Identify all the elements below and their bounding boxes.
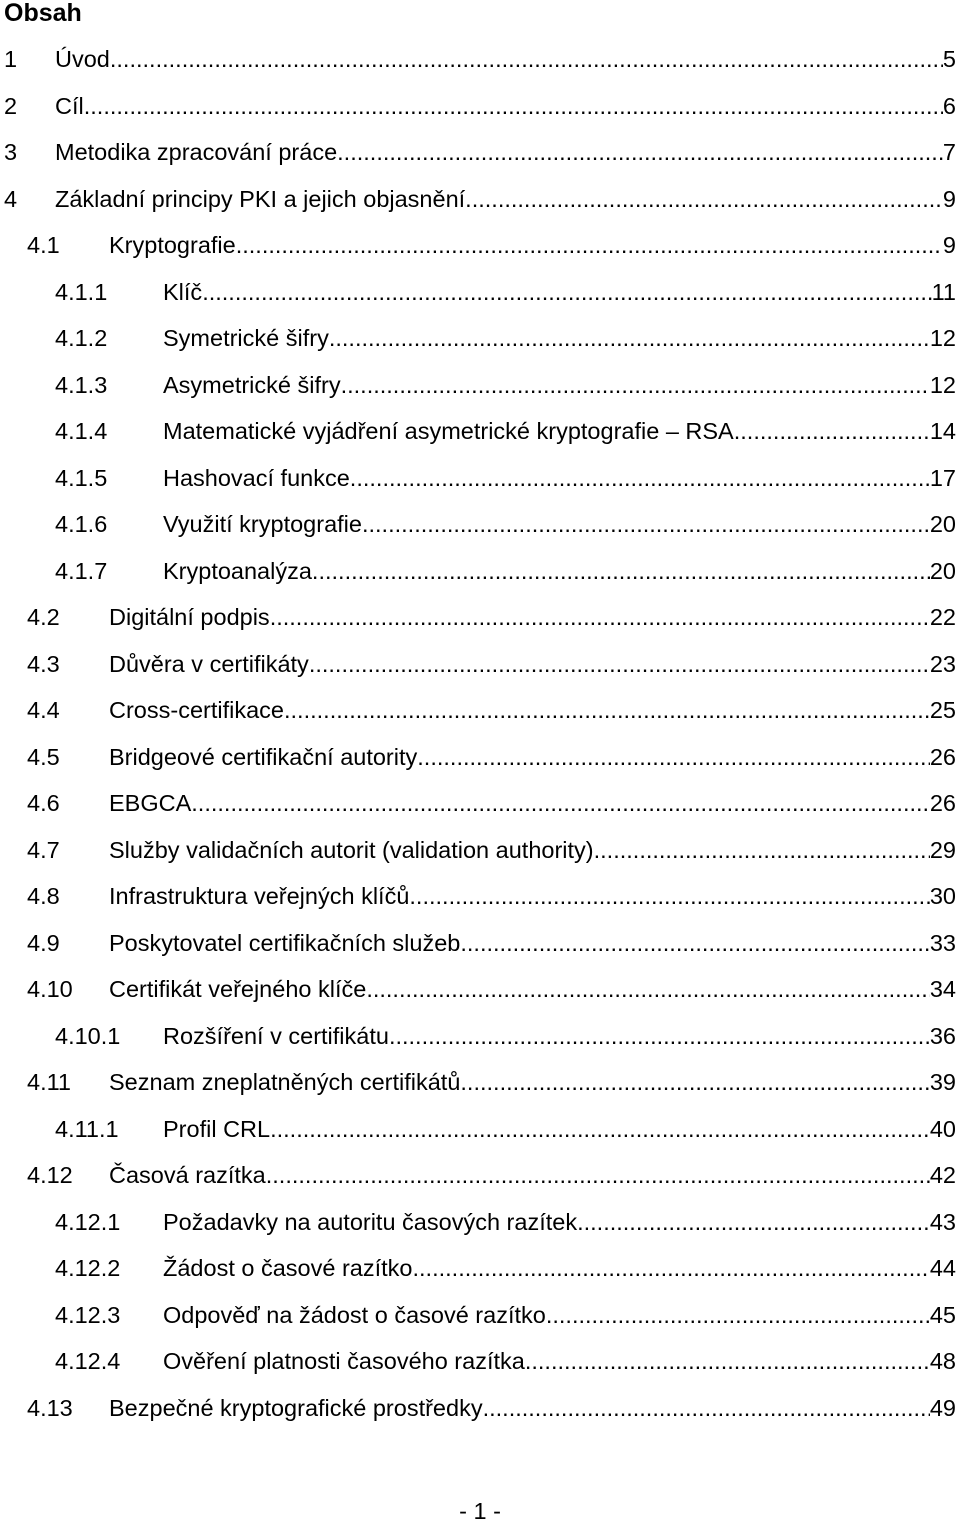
dot-leader: [460, 1059, 929, 1105]
toc-entry-line: [109, 827, 956, 873]
toc-entry[interactable]: [0, 966, 960, 1012]
dot-leader: [417, 734, 930, 780]
toc-entry-title: Bridgeové certifikační autority: [109, 743, 418, 770]
toc-entry-page: 12: [929, 325, 956, 351]
toc-entry-number: 4.1.6: [55, 511, 108, 537]
toc-entry-title: Požadavky na autoritu časových razítek: [163, 1208, 578, 1235]
toc-entry[interactable]: [0, 1106, 960, 1152]
toc-entry-page: 9: [942, 232, 956, 258]
toc-entry[interactable]: [0, 408, 960, 454]
dot-leader: [350, 455, 930, 501]
toc-title: Obsah: [4, 0, 82, 27]
toc-entry[interactable]: [0, 873, 960, 919]
toc-entry-title: Ověření platnosti časového razítka: [163, 1348, 525, 1374]
toc-entry-title: Digitální podpis: [109, 604, 270, 630]
toc-entry-number: 4.6: [27, 790, 60, 816]
toc-entry-line: [109, 734, 956, 780]
toc-entry-number: 4.9: [27, 929, 60, 956]
toc-entry-line: [109, 873, 956, 919]
toc-entry-line: [163, 408, 956, 454]
toc-entry-number: 4.1.4: [55, 418, 108, 444]
toc-entry-page: 6: [942, 92, 956, 119]
toc-entry-title: Odpověď na žádost o časové razítko: [163, 1301, 546, 1328]
toc-entry[interactable]: [0, 920, 960, 966]
toc-entry-title: Bezpečné kryptografické prostředky: [109, 1394, 483, 1421]
toc-entry[interactable]: [0, 687, 960, 733]
toc-entry[interactable]: [0, 176, 960, 222]
toc-entry[interactable]: [0, 83, 960, 129]
toc-entry-title: Seznam zneplatněných certifikátů: [109, 1069, 461, 1095]
dot-leader: [84, 83, 943, 129]
toc-entry-page: 7: [942, 139, 956, 165]
toc-entry-number: 1: [4, 46, 18, 72]
toc-entry[interactable]: [0, 222, 960, 268]
toc-entry-page: 34: [929, 976, 956, 1002]
toc-entry-line: [109, 1152, 956, 1198]
dot-leader: [329, 315, 930, 361]
toc-entry-line: [163, 1199, 956, 1245]
toc-entry-line: [55, 129, 956, 175]
toc-entry-page: 42: [929, 1162, 956, 1188]
toc-entry[interactable]: [0, 501, 960, 547]
toc-entry-line: [163, 455, 956, 501]
dot-leader: [460, 920, 930, 966]
dot-leader: [309, 641, 930, 687]
toc-entry-title: Kryptoanalýza: [163, 557, 312, 584]
toc-entry-title: Důvěra v certifikáty: [109, 650, 309, 677]
toc-entry-page: 20: [929, 511, 956, 537]
dot-leader: [525, 1338, 930, 1384]
toc-entry-page: 22: [929, 604, 956, 630]
toc-entry-line: [109, 920, 956, 966]
toc-entry-line: [109, 1385, 956, 1431]
toc-entry[interactable]: [0, 269, 960, 315]
toc-entry-title: Rozšíření v certifikátu: [163, 1022, 389, 1049]
toc-entry-line: [163, 1013, 956, 1059]
dot-leader: [389, 1013, 930, 1059]
toc-entry-title: Certifikát veřejného klíče: [109, 976, 367, 1002]
dot-leader: [337, 129, 943, 175]
dot-leader: [734, 408, 930, 454]
toc-entry[interactable]: [0, 455, 960, 501]
toc-entry-title: Služby validačních autorit (validation authority): [109, 836, 594, 863]
dot-leader: [577, 1199, 930, 1245]
toc-entry-page: 11: [931, 278, 956, 305]
toc-entry-number: 3: [4, 139, 18, 165]
toc-entry-number: 4.8: [27, 883, 60, 909]
toc-entry-number: 4.11: [27, 1069, 71, 1095]
toc-entry-number: 4.13: [27, 1394, 73, 1421]
toc-entry-title: Metodika zpracování práce: [55, 139, 338, 165]
toc-entry-page: 20: [929, 557, 956, 584]
toc-entry-page: 44: [929, 1255, 956, 1281]
toc-entry-page: 29: [929, 836, 956, 863]
toc-entry[interactable]: [0, 36, 960, 82]
toc-entry-line: [163, 1106, 956, 1152]
toc-entry-page: 49: [929, 1394, 956, 1421]
toc-entry-line: [109, 687, 956, 733]
toc-entry[interactable]: [0, 1152, 960, 1198]
toc-entry[interactable]: [0, 315, 960, 361]
toc-entry-line: [163, 269, 956, 315]
toc-entry-title: Úvod: [55, 46, 110, 72]
toc-entry-line: [55, 83, 956, 129]
toc-entry-page: 17: [929, 464, 956, 491]
toc-entry-number: 2: [4, 92, 18, 119]
toc-entry-number: 4.12.3: [55, 1301, 121, 1328]
dot-leader: [483, 1385, 930, 1431]
toc-entry-number: 4.3: [27, 650, 60, 677]
toc-entry-number: 4.12.1: [55, 1208, 121, 1235]
toc-entry-title: Profil CRL: [163, 1115, 271, 1142]
toc-entry-title: Využití kryptografie: [163, 511, 362, 537]
toc-entry[interactable]: [0, 1013, 960, 1059]
toc-entry-page: 12: [929, 371, 956, 398]
toc-entry-number: 4.10.1: [55, 1022, 121, 1049]
toc-entry-title: Hashovací funkce: [163, 464, 350, 491]
toc-entry-number: 4.10: [27, 976, 73, 1002]
toc-entry-page: 45: [929, 1301, 956, 1328]
toc-entry-number: 4.7: [27, 836, 60, 863]
toc-entry-line: [163, 548, 956, 594]
toc-entry-line: [163, 315, 956, 361]
toc-entry-line: [109, 641, 956, 687]
toc-entry-page: 48: [929, 1348, 956, 1374]
toc-entry[interactable]: [0, 1338, 960, 1384]
dot-leader: [546, 1292, 930, 1338]
toc-entry-title: Infrastruktura veřejných klíčů: [109, 883, 410, 909]
toc-entry-number: 4.4: [27, 697, 60, 723]
toc-entry-page: 14: [929, 418, 956, 444]
toc-entry-number: 4.12.4: [55, 1348, 121, 1374]
toc-entry-line: [55, 36, 956, 82]
toc-entry[interactable]: [0, 641, 960, 687]
toc-entry-line: [163, 1338, 956, 1384]
toc-entry-title: Kryptografie: [109, 232, 236, 258]
dot-leader: [110, 36, 943, 82]
toc-entry-title: Poskytovatel certifikačních služeb: [109, 929, 461, 956]
dot-leader: [366, 966, 930, 1012]
dot-leader: [312, 548, 930, 594]
toc-entry-title: Symetrické šifry: [163, 325, 329, 351]
toc-entry-number: 4.12: [27, 1162, 73, 1188]
toc-entry-page: 9: [942, 185, 956, 212]
dot-leader: [284, 687, 930, 733]
toc-entry-title: Matematické vyjádření asymetrické kryptografie – RSA: [163, 418, 734, 444]
toc-entry-line: [163, 501, 956, 547]
dot-leader: [191, 780, 930, 826]
dot-leader: [266, 1152, 930, 1198]
toc-entry-title: Žádost o časové razítko: [163, 1255, 413, 1281]
toc-entry-page: 40: [929, 1115, 956, 1142]
toc-entry-title: Cíl: [55, 92, 84, 119]
toc-entry-line: [109, 222, 956, 268]
toc-entry-page: 33: [929, 929, 956, 956]
toc-entry-number: 4.12.2: [55, 1255, 121, 1281]
toc-entry-page: 25: [929, 697, 956, 723]
toc-entry-title: Asymetrické šifry: [163, 371, 341, 398]
toc-entry-page: 5: [942, 46, 956, 72]
dot-leader: [412, 1245, 929, 1291]
dot-leader: [409, 873, 929, 919]
toc-entry-line: [109, 594, 956, 640]
toc-entry-line: [109, 966, 956, 1012]
toc-entry-page: 26: [929, 743, 956, 770]
dot-leader: [341, 362, 930, 408]
toc-entry-number: 4.1.3: [55, 371, 108, 398]
toc-entry-line: [163, 1245, 956, 1291]
toc-entry-line: [163, 362, 956, 408]
toc-entry-title: Základní principy PKI a jejich objasnění: [55, 185, 466, 212]
toc-entry-line: [109, 1059, 956, 1105]
toc-entry-number: 4.1.5: [55, 464, 108, 491]
toc-entry-title: Cross-certifikace: [109, 697, 284, 723]
toc-entry-title: EBGCA: [109, 790, 192, 816]
dot-leader: [202, 269, 931, 315]
toc-entry[interactable]: [0, 1385, 960, 1431]
dot-leader: [362, 501, 930, 547]
toc-entry[interactable]: [0, 734, 960, 780]
dot-leader: [270, 1106, 930, 1152]
toc-entry-number: 4.1.7: [55, 557, 108, 584]
toc-entry-page: 26: [929, 790, 956, 816]
toc-entry[interactable]: [0, 1059, 960, 1105]
toc-entry-number: 4: [4, 185, 18, 212]
dot-leader: [270, 594, 930, 640]
toc-entry-title: Časová razítka: [109, 1162, 266, 1188]
toc-entry[interactable]: [0, 362, 960, 408]
toc-entry[interactable]: [0, 1292, 960, 1338]
toc-entry-page: 23: [929, 650, 956, 677]
toc-entry-line: [109, 780, 956, 826]
toc-entry-number: 4.5: [27, 743, 60, 770]
dot-leader: [594, 827, 930, 873]
toc-entry-page: 36: [929, 1022, 956, 1049]
toc-entry-page: 39: [929, 1069, 956, 1095]
toc-entry-page: 30: [929, 883, 956, 909]
toc-entry-number: 4.1.1: [55, 278, 108, 305]
dot-leader: [465, 176, 943, 222]
toc-entry[interactable]: [0, 548, 960, 594]
toc-entry-page: 43: [929, 1208, 956, 1235]
toc-entry[interactable]: [0, 827, 960, 873]
toc-entry[interactable]: [0, 780, 960, 826]
page-number-footer: - 1 -: [459, 1498, 501, 1524]
toc-entry-number: 4.1: [27, 232, 60, 258]
toc-entry-title: Klíč: [163, 278, 203, 305]
dot-leader: [236, 222, 943, 268]
toc-entry-line: [163, 1292, 956, 1338]
toc-entry[interactable]: [0, 1199, 960, 1245]
toc-entry[interactable]: [0, 594, 960, 640]
toc-entry-number: 4.11.1: [55, 1115, 119, 1142]
toc-entry-line: [55, 176, 956, 222]
toc-entry-number: 4.2: [27, 604, 60, 630]
toc-entry-number: 4.1.2: [55, 325, 108, 351]
toc-entry[interactable]: [0, 1245, 960, 1291]
toc-entry[interactable]: [0, 129, 960, 175]
